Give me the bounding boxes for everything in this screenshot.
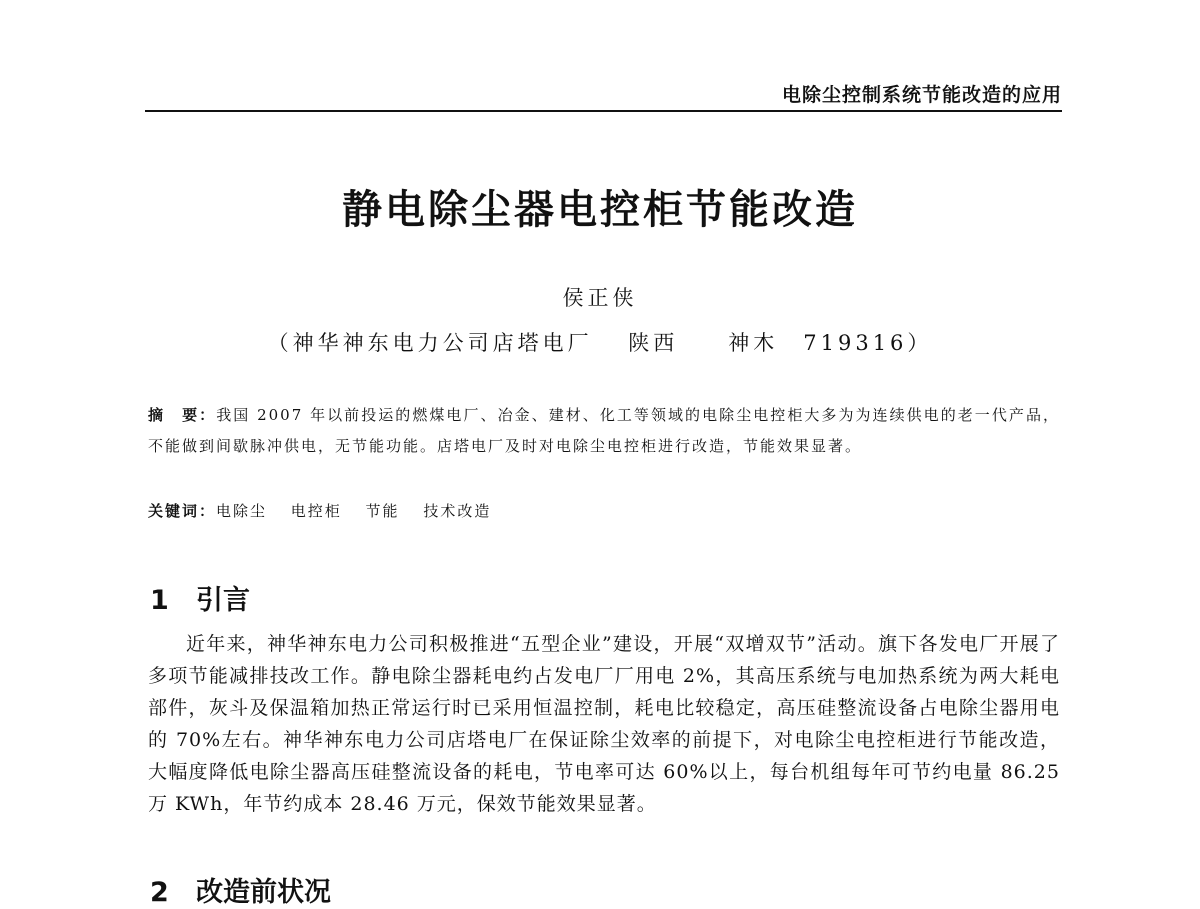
keywords-label: 关键词： — [148, 502, 217, 520]
abstract-label: 摘 要： — [148, 406, 217, 424]
section-2-heading — [150, 870, 331, 909]
abstract-text: 我国 2007 年以前投运的燃煤电厂、冶金、建材、化工等领域的电除尘电控柜大多为为连续供电的老一代产品，不能做到间歇脉冲供电，无节能功能。店塔电厂及时对电除尘电控柜进行改造，节能效果显著。 — [148, 406, 1060, 455]
running-header — [145, 78, 1062, 112]
section-1-paragraph: 近年来，神华神东电力公司积极推进“五型企业”建设，开展“双增双节”活动。旗下各发电厂开展了多项节能减排技改工作。静电除尘器耗电约占发电厂厂用电 2%，其高压系统与电加热系统为两大耗电部件，灰斗及保温箱加热正常运行时已采用恒温控制，耗电比较稳定，高压硅整流设备占电除尘器用电的 70%左右。神华神东电力公司店塔电厂在保证除尘效率的前提下，对电除尘电控柜进行节能改造，大幅度降低电除尘器高压硅整流设备的耗电，节电率可达 60%以上，每台机组每年可节约电量 86.25 万 KWh，年节约成本 28.46 万元，保效节能效果显著。 — [148, 633, 1060, 815]
keywords — [148, 500, 491, 521]
running-head-text: 电除尘控制系统节能改造的应用 — [781, 84, 1062, 106]
abstract — [148, 400, 1060, 462]
section-1-heading — [150, 578, 250, 617]
paper-title: 静电除尘器电控柜节能改造 — [342, 187, 858, 233]
author-affiliation: （神华神东电力公司店塔电厂 陕西 神木 719316） — [267, 331, 933, 355]
author-name: 侯正侠 — [562, 286, 638, 310]
section-2-number: 2 — [150, 877, 169, 908]
section-1-title: 引言 — [196, 585, 250, 616]
keywords-text: 电除尘 电控柜 节能 技术改造 — [216, 502, 492, 520]
section-2-title: 改造前状况 — [196, 877, 331, 908]
section-1-number: 1 — [150, 585, 169, 616]
